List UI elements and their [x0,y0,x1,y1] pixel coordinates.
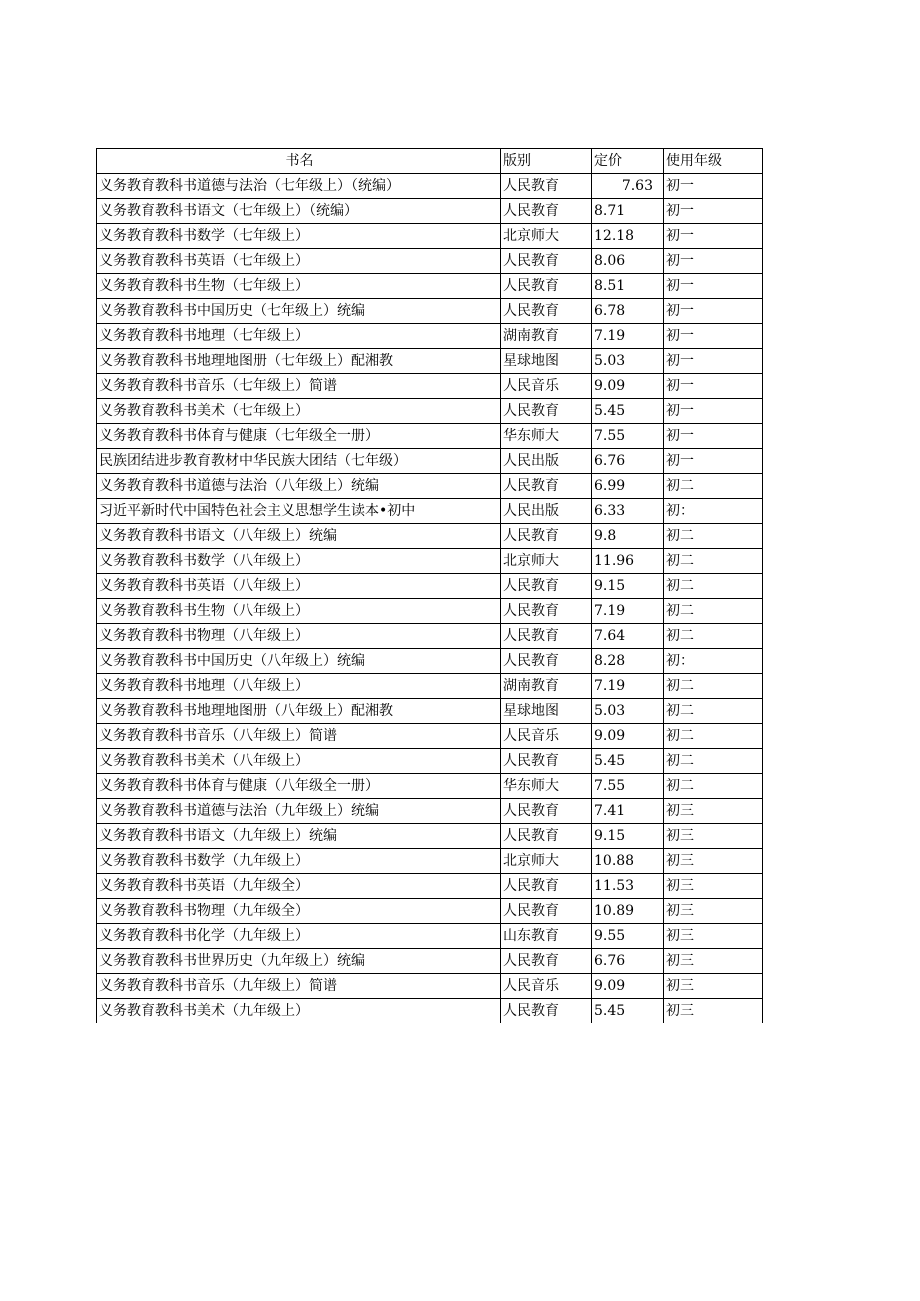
cell-book-name: 义务教育教科书道德与法治（九年级上）统编 [97,799,501,824]
cell-price: 9.15 [592,824,664,849]
cell-book-name: 义务教育教科书数学（九年级上） [97,849,501,874]
cell-publisher: 星球地图 [501,699,592,724]
cell-price: 11.96 [592,549,664,574]
cell-price: 12.18 [592,224,664,249]
table-row [97,174,763,199]
cell-price: 9.09 [592,374,664,399]
cell-grade: 初一 [664,399,763,424]
cell-publisher: 人民出版 [501,499,592,524]
cell-grade: 初三 [664,924,763,949]
table-row [97,674,763,699]
cell-grade: 初一 [664,349,763,374]
cell-publisher: 北京师大 [501,224,592,249]
cell-price: 7.19 [592,599,664,624]
table-row [97,949,763,974]
cell-publisher: 人民教育 [501,249,592,274]
cell-price: 5.03 [592,699,664,724]
table-row [97,849,763,874]
table-row [97,774,763,799]
cell-grade: 初三 [664,974,763,999]
cell-grade: 初三 [664,849,763,874]
cell-publisher: 人民教育 [501,299,592,324]
textbook-table [96,148,763,1023]
cell-grade: 初三 [664,999,763,1024]
header-publisher: 版别 [501,149,592,174]
cell-price: 8.71 [592,199,664,224]
cell-book-name: 义务教育教科书物理（九年级全） [97,899,501,924]
cell-price: 6.76 [592,949,664,974]
table-row [97,499,763,524]
cell-book-name: 义务教育教科书美术（八年级上） [97,749,501,774]
cell-price: 7.63 [592,174,664,199]
table-header-row [97,149,763,174]
table-row [97,449,763,474]
cell-publisher: 山东教育 [501,924,592,949]
cell-grade: 初一 [664,449,763,474]
cell-book-name: 义务教育教科书英语（七年级上） [97,249,501,274]
cell-grade: 初一 [664,274,763,299]
table-row [97,424,763,449]
cell-book-name: 义务教育教科书语文（七年级上）（统编） [97,199,501,224]
table-row [97,874,763,899]
cell-price: 9.15 [592,574,664,599]
cell-publisher: 人民教育 [501,999,592,1024]
header-grade: 使用年级 [664,149,763,174]
table-row [97,399,763,424]
cell-book-name: 义务教育教科书英语（九年级全） [97,874,501,899]
cell-book-name: 义务教育教科书语文（八年级上）统编 [97,524,501,549]
cell-grade: 初二 [664,599,763,624]
cell-grade: 初三 [664,899,763,924]
cell-grade: 初一 [664,324,763,349]
table-row [97,199,763,224]
table-row [97,249,763,274]
cell-publisher: 星球地图 [501,349,592,374]
cell-book-name: 义务教育教科书生物（七年级上） [97,274,501,299]
cell-grade: 初二 [664,674,763,699]
cell-price: 6.76 [592,449,664,474]
table-row [97,474,763,499]
cell-publisher: 华东师大 [501,774,592,799]
cell-price: 7.55 [592,424,664,449]
cell-grade: 初一 [664,249,763,274]
table-row [97,549,763,574]
cell-publisher: 人民教育 [501,799,592,824]
cell-publisher: 人民教育 [501,899,592,924]
cell-publisher: 人民教育 [501,474,592,499]
cell-grade: 初： [664,499,763,524]
cell-book-name: 义务教育教科书体育与健康（八年级全一册） [97,774,501,799]
table-row [97,274,763,299]
cell-publisher: 人民教育 [501,749,592,774]
cell-publisher: 人民教育 [501,624,592,649]
cell-price: 7.19 [592,674,664,699]
cell-grade: 初二 [664,474,763,499]
cell-price: 5.03 [592,349,664,374]
cell-book-name: 义务教育教科书中国历史（八年级上）统编 [97,649,501,674]
cell-book-name: 义务教育教科书生物（八年级上） [97,599,501,624]
cell-price: 7.55 [592,774,664,799]
cell-book-name: 义务教育教科书地理（七年级上） [97,324,501,349]
cell-grade: 初二 [664,524,763,549]
cell-publisher: 北京师大 [501,549,592,574]
cell-grade: 初二 [664,549,763,574]
cell-price: 6.99 [592,474,664,499]
cell-publisher: 人民教育 [501,399,592,424]
cell-price: 9.55 [592,924,664,949]
table-row [97,624,763,649]
cell-publisher: 人民教育 [501,599,592,624]
cell-publisher: 人民出版 [501,449,592,474]
table-row [97,699,763,724]
cell-price: 8.28 [592,649,664,674]
cell-price: 5.45 [592,999,664,1024]
cell-publisher: 人民教育 [501,874,592,899]
table-row [97,899,763,924]
table-row [97,649,763,674]
cell-book-name: 义务教育教科书数学（八年级上） [97,549,501,574]
cell-grade: 初三 [664,949,763,974]
cell-publisher: 人民音乐 [501,724,592,749]
cell-publisher: 湖南教育 [501,324,592,349]
cell-publisher: 华东师大 [501,424,592,449]
cell-book-name: 义务教育教科书语文（九年级上）统编 [97,824,501,849]
cell-grade: 初二 [664,699,763,724]
cell-publisher: 人民教育 [501,174,592,199]
cell-grade: 初三 [664,824,763,849]
table-row [97,374,763,399]
cell-publisher: 湖南教育 [501,674,592,699]
cell-book-name: 民族团结进步教育教材中华民族大团结（七年级） [97,449,501,474]
cell-book-name: 义务教育教科书音乐（七年级上）简谱 [97,374,501,399]
cell-book-name: 习近平新时代中国特色社会主义思想学生读本•初中 [97,499,501,524]
cell-grade: 初二 [664,724,763,749]
cell-book-name: 义务教育教科书英语（八年级上） [97,574,501,599]
cell-price: 8.06 [592,249,664,274]
table-row [97,749,763,774]
cell-price: 11.53 [592,874,664,899]
cell-price: 5.45 [592,749,664,774]
cell-grade: 初一 [664,174,763,199]
cell-price: 10.88 [592,849,664,874]
table-row [97,574,763,599]
cell-book-name: 义务教育教科书美术（七年级上） [97,399,501,424]
header-book-name: 书名 [97,149,501,174]
cell-publisher: 北京师大 [501,849,592,874]
cell-publisher: 人民教育 [501,199,592,224]
table-row [97,924,763,949]
cell-book-name: 义务教育教科书体育与健康（七年级全一册） [97,424,501,449]
cell-publisher: 人民教育 [501,524,592,549]
cell-book-name: 义务教育教科书物理（八年级上） [97,624,501,649]
cell-publisher: 人民教育 [501,649,592,674]
cell-book-name: 义务教育教科书地理地图册（七年级上）配湘教 [97,349,501,374]
cell-price: 9.8 [592,524,664,549]
cell-book-name: 义务教育教科书美术（九年级上） [97,999,501,1024]
table-row [97,524,763,549]
cell-grade: 初一 [664,374,763,399]
cell-grade: 初一 [664,224,763,249]
cell-publisher: 人民教育 [501,574,592,599]
cell-grade: 初一 [664,424,763,449]
table-row [97,824,763,849]
cell-price: 8.51 [592,274,664,299]
cell-grade: 初： [664,649,763,674]
cell-book-name: 义务教育教科书音乐（九年级上）简谱 [97,974,501,999]
cell-grade: 初一 [664,299,763,324]
cell-publisher: 人民教育 [501,824,592,849]
cell-price: 9.09 [592,974,664,999]
table-row [97,974,763,999]
cell-book-name: 义务教育教科书世界历史（九年级上）统编 [97,949,501,974]
textbook-sheet [96,148,762,1023]
cell-grade: 初一 [664,199,763,224]
cell-publisher: 人民音乐 [501,374,592,399]
cell-price: 6.33 [592,499,664,524]
cell-grade: 初三 [664,799,763,824]
cell-grade: 初二 [664,774,763,799]
cell-grade: 初二 [664,624,763,649]
table-row [97,999,763,1024]
table-row [97,299,763,324]
cell-price: 7.41 [592,799,664,824]
cell-price: 10.89 [592,899,664,924]
table-row [97,724,763,749]
table-row [97,324,763,349]
cell-publisher: 人民教育 [501,949,592,974]
cell-book-name: 义务教育教科书数学（七年级上） [97,224,501,249]
cell-book-name: 义务教育教科书道德与法治（八年级上）统编 [97,474,501,499]
cell-publisher: 人民音乐 [501,974,592,999]
cell-grade: 初二 [664,574,763,599]
cell-price: 9.09 [592,724,664,749]
cell-grade: 初二 [664,749,763,774]
table-row [97,799,763,824]
table-row [97,599,763,624]
header-price: 定价 [592,149,664,174]
cell-book-name: 义务教育教科书地理（八年级上） [97,674,501,699]
table-row [97,349,763,374]
cell-price: 6.78 [592,299,664,324]
cell-grade: 初三 [664,874,763,899]
table-body [97,174,763,1024]
cell-price: 7.19 [592,324,664,349]
cell-price: 5.45 [592,399,664,424]
cell-book-name: 义务教育教科书化学（九年级上） [97,924,501,949]
cell-price: 7.64 [592,624,664,649]
table-row [97,224,763,249]
cell-publisher: 人民教育 [501,274,592,299]
cell-book-name: 义务教育教科书地理地图册（八年级上）配湘教 [97,699,501,724]
cell-book-name: 义务教育教科书中国历史（七年级上）统编 [97,299,501,324]
cell-book-name: 义务教育教科书音乐（八年级上）简谱 [97,724,501,749]
cell-book-name: 义务教育教科书道德与法治（七年级上）（统编） [97,174,501,199]
